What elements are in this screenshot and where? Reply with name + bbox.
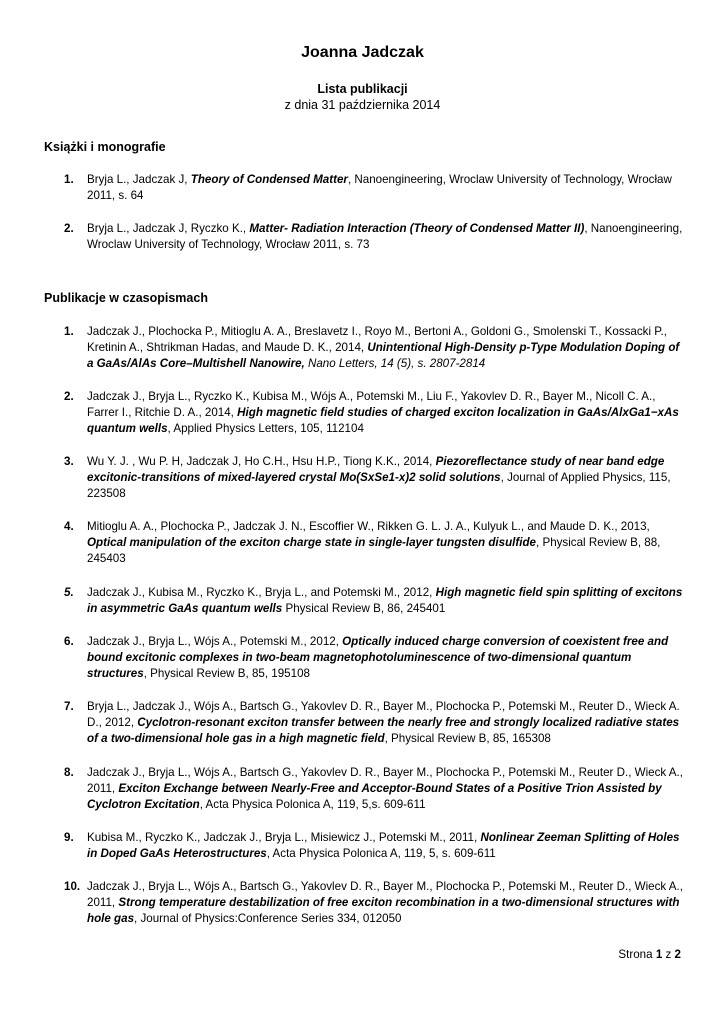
item-number: 2. [64, 390, 74, 403]
list-title: Lista publikacji [317, 82, 408, 96]
item-text: Bryja L., Jadczak J, Ryczko K., Matter- Radiation Interaction (Theory of Condensed Matter II), Nanoengineering, Wroclaw University of Technology, Wrocław 2011, s. 73 [87, 222, 683, 252]
item-text: Kubisa M., Ryczko K., Jadczak J., Bryja L., Misiewicz J., Potemski M., 2011, Nonlinear Zeeman Splitting of Holes in Doped GaAs Heterostructures, Acta Physica Polonica A, 119, 5, s. 609-611 [87, 831, 680, 861]
item-text: Jadczak J., Bryja L., Wójs A., Bartsch G., Yakovlev D. R., Bayer M., Plochocka P., Potemski M., Reuter D., Wieck A., 2011, Strong temperature destabilization of free exciton recombination in a two-dimensional structures with hole gas, Journal of Physics:Conference Series 334, 012050 [87, 880, 683, 926]
item-number: 9. [64, 831, 74, 844]
item-text: Jadczak J., Kubisa M., Ryczko K., Bryja L., and Potemski M., 2012, High magnetic field spin splitting of excitons in asymmetric GaAs quantum wells Physical Review B, 86, 245401 [87, 586, 683, 616]
item-number: 6. [64, 635, 74, 648]
item-number: 4. [64, 520, 74, 533]
item-number: 10. [64, 880, 81, 893]
item-text: Mitioglu A. A., Plochocka P., Jadczak J. N., Escoffier W., Rikken G. L. J. A., Kulyuk L., and Maude D. K., 2013, Optical manipulation of the exciton charge state in single-layer tungsten disulfide, Physical Review B, 88, 245403 [87, 520, 661, 566]
item-number: 2. [64, 222, 74, 235]
item-text: Jadczak J., Bryja L., Wójs A., Bartsch G., Yakovlev D. R., Bayer M., Plochocka P., Potemski M., Reuter D., Wieck A., 2011, Exciton Exchange between Nearly-Free and Acceptor-Bound States of a Positive Trion Assisted by Cyclotron Excitation, Acta Physica Polonica A, 119, 5,s. 609-611 [87, 766, 683, 812]
item-number: 1. [64, 173, 74, 186]
page-number: Strona 1 z 2 [618, 948, 681, 961]
item-text: Bryja L., Jadczak J, Theory of Condensed Matter, Nanoengineering, Wroclaw University of Technology, Wrocław 2011, s. 64 [87, 173, 672, 203]
item-number: 3. [64, 455, 74, 468]
item-text: Jadczak J., Bryja L., Ryczko K., Kubisa M., Wójs A., Potemski M., Liu F., Yakovlev D. R., Bayer M., Nicoll C. A., Farrer I., Ritchie D. A., 2014, High magnetic field studies of charged exciton localization in GaAs/AlxGa1−xAs quantum wells, Applied Physics Letters, 105, 112104 [87, 390, 679, 436]
item-text: Wu Y. J. , Wu P. H, Jadczak J, Ho C.H., Hsu H.P., Tiong K.K., 2014, Piezoreflectance study of near band edge excitonic-transitions of mixed-layered crystal Mo(SxSe1-x)2 solid solutions, Journal of Applied Physics, 115, 223508 [87, 455, 671, 501]
item-number: 8. [64, 766, 74, 779]
item-number: 7. [64, 700, 74, 713]
books-heading: Książki i monografie [44, 140, 166, 154]
item-text: Jadczak J., Bryja L., Wójs A., Potemski M., 2012, Optically induced charge conversion of coexistent free and bound excitonic complexes in two-beam magnetophotoluminescence of two-dimensional quantum structures, Physical Review B, 85, 195108 [87, 635, 669, 681]
item-number: 5. [64, 586, 74, 599]
journals-heading: Publikacje w czasopismach [44, 291, 208, 305]
author-name: Joanna Jadczak [301, 44, 424, 61]
item-text: Bryja L., Jadczak J., Wójs A., Bartsch G., Yakovlev D. R., Bayer M., Plochocka P., Potemski M., Reuter D., Wieck A. D., 2012, Cyclotron-resonant exciton transfer between the nearly free and strongly localized radiative states of a two-dimensional hole gas in a high magnetic field, Physical Review B, 85, 165308 [87, 700, 680, 746]
list-date: z dnia 31 października 2014 [284, 98, 441, 112]
item-text: Jadczak J., Plochocka P., Mitioglu A. A., Breslavetz I., Royo M., Bertoni A., Goldoni G., Smolenski T., Kossacki P., Kretinin A., Shtrikman Hadas, and Maude D. K., 2014, Unintentional High-Density p-Type Modulation Doping of a GaAs/AlAs Core–Multishell Nanowire, Nano Letters, 14 (5), s. 2807-2814 [87, 325, 680, 371]
item-number: 1. [64, 325, 74, 338]
